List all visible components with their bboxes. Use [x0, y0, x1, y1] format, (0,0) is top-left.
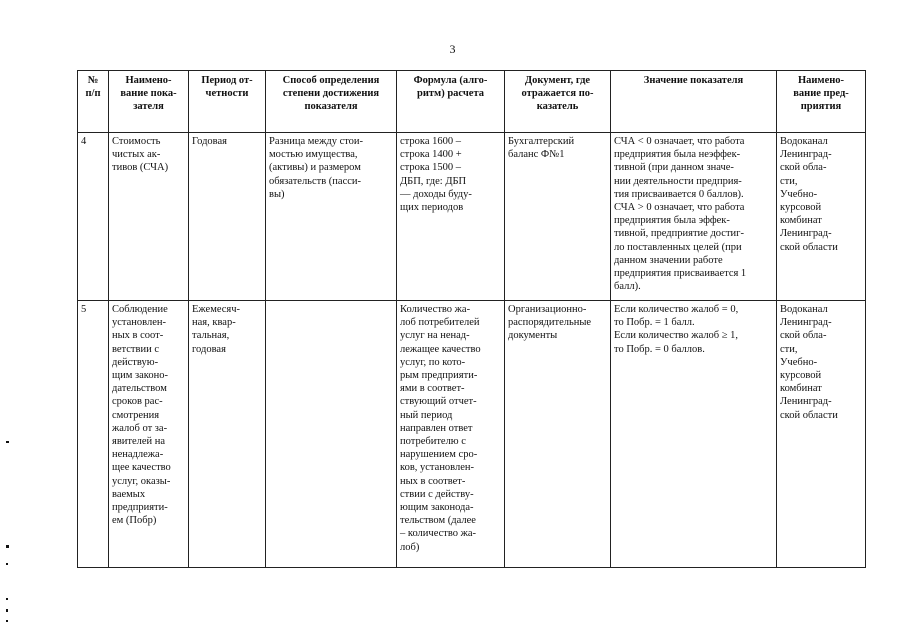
cell-reporting-period: Ежемесяч- ная, квар- тальная, годовая: [189, 301, 266, 568]
cell-enterprise-name: Водоканал Ленинград- ской обла- сти, Учебно- курсовой комбинат Ленинград- ской области: [777, 133, 866, 301]
header-indicator-name: Наимено- вание пока- зателя: [109, 71, 189, 133]
cell-enterprise-name: Водоканал Ленинград- ской обла- сти, Учебно- курсовой комбинат Ленинград- ской области: [777, 301, 866, 568]
cell-number: 4: [78, 133, 109, 301]
scan-mark: [6, 441, 9, 443]
scan-mark: [6, 563, 8, 565]
header-formula: Формула (алго- ритм) расчета: [397, 71, 505, 133]
cell-document: Организационно- распорядительные документы: [505, 301, 611, 568]
cell-document: Бухгалтерский баланс Ф№1: [505, 133, 611, 301]
header-number: № п/п: [78, 71, 109, 133]
cell-reporting-period: Годовая: [189, 133, 266, 301]
table-header-row: [78, 71, 866, 133]
header-indicator-value: Значение показателя: [611, 71, 777, 133]
cell-indicator-value: СЧА < 0 означает, что работа предприятия была неэффек- тивной (при данном значе- нии деятельности предприя- тия присваивается 0 баллов). СЧА > 0 означает, что работа предприятия была эффек- тивной, предприятие достиг- ло поставленных целей (при данном значении работе предприятия присваивается 1 балл).: [611, 133, 777, 301]
table-row: [78, 133, 866, 301]
cell-method: [266, 301, 397, 568]
cell-formula: строка 1600 – строка 1400 + строка 1500 – ДБП, где: ДБП — доходы буду- щих периодов: [397, 133, 505, 301]
header-enterprise-name: Наимено- вание пред- приятия: [777, 71, 866, 133]
page-number: 3: [449, 42, 456, 56]
table-row: [78, 301, 866, 568]
cell-formula: Количество жа- лоб потребителей услуг на ненад- лежащее качество услуг, по кото- рым предприяти- ями в соответ- ствующий отчет- ный период направлен ответ потребителю с нарушением сро- ков, установлен- ных в соответ- ствии с действу- ющим законода- тельством (далее – количество жа- лоб): [397, 301, 505, 568]
header-method: Способ определения степени достижения показателя: [266, 71, 397, 133]
cell-number: 5: [78, 301, 109, 568]
header-reporting-period: Период от- четности: [189, 71, 266, 133]
scan-mark: [6, 598, 8, 600]
cell-indicator-name: Стоимость чистых ак- тивов (СЧА): [109, 133, 189, 301]
indicators-table: [77, 70, 866, 568]
cell-indicator-value: Если количество жалоб = 0, то Побр. = 1 балл. Если количество жалоб ≥ 1, то Побр. = 0 баллов.: [611, 301, 777, 568]
header-document: Документ, где отражается по- казатель: [505, 71, 611, 133]
scan-mark: [6, 545, 9, 548]
scan-mark: [6, 620, 8, 622]
scan-mark: [6, 609, 8, 612]
cell-method: Разница между стои- мостью имущества, (активы) и размером обязательств (пасси- вы): [266, 133, 397, 301]
cell-indicator-name: Соблюдение установлен- ных в соот- ветствии с действую- щим законо- дательством сроков рас- смотрения жалоб от за- явителей на ненадлежа- щее качество услуг, оказы- ваемых предприяти- ем (Побр): [109, 301, 189, 568]
